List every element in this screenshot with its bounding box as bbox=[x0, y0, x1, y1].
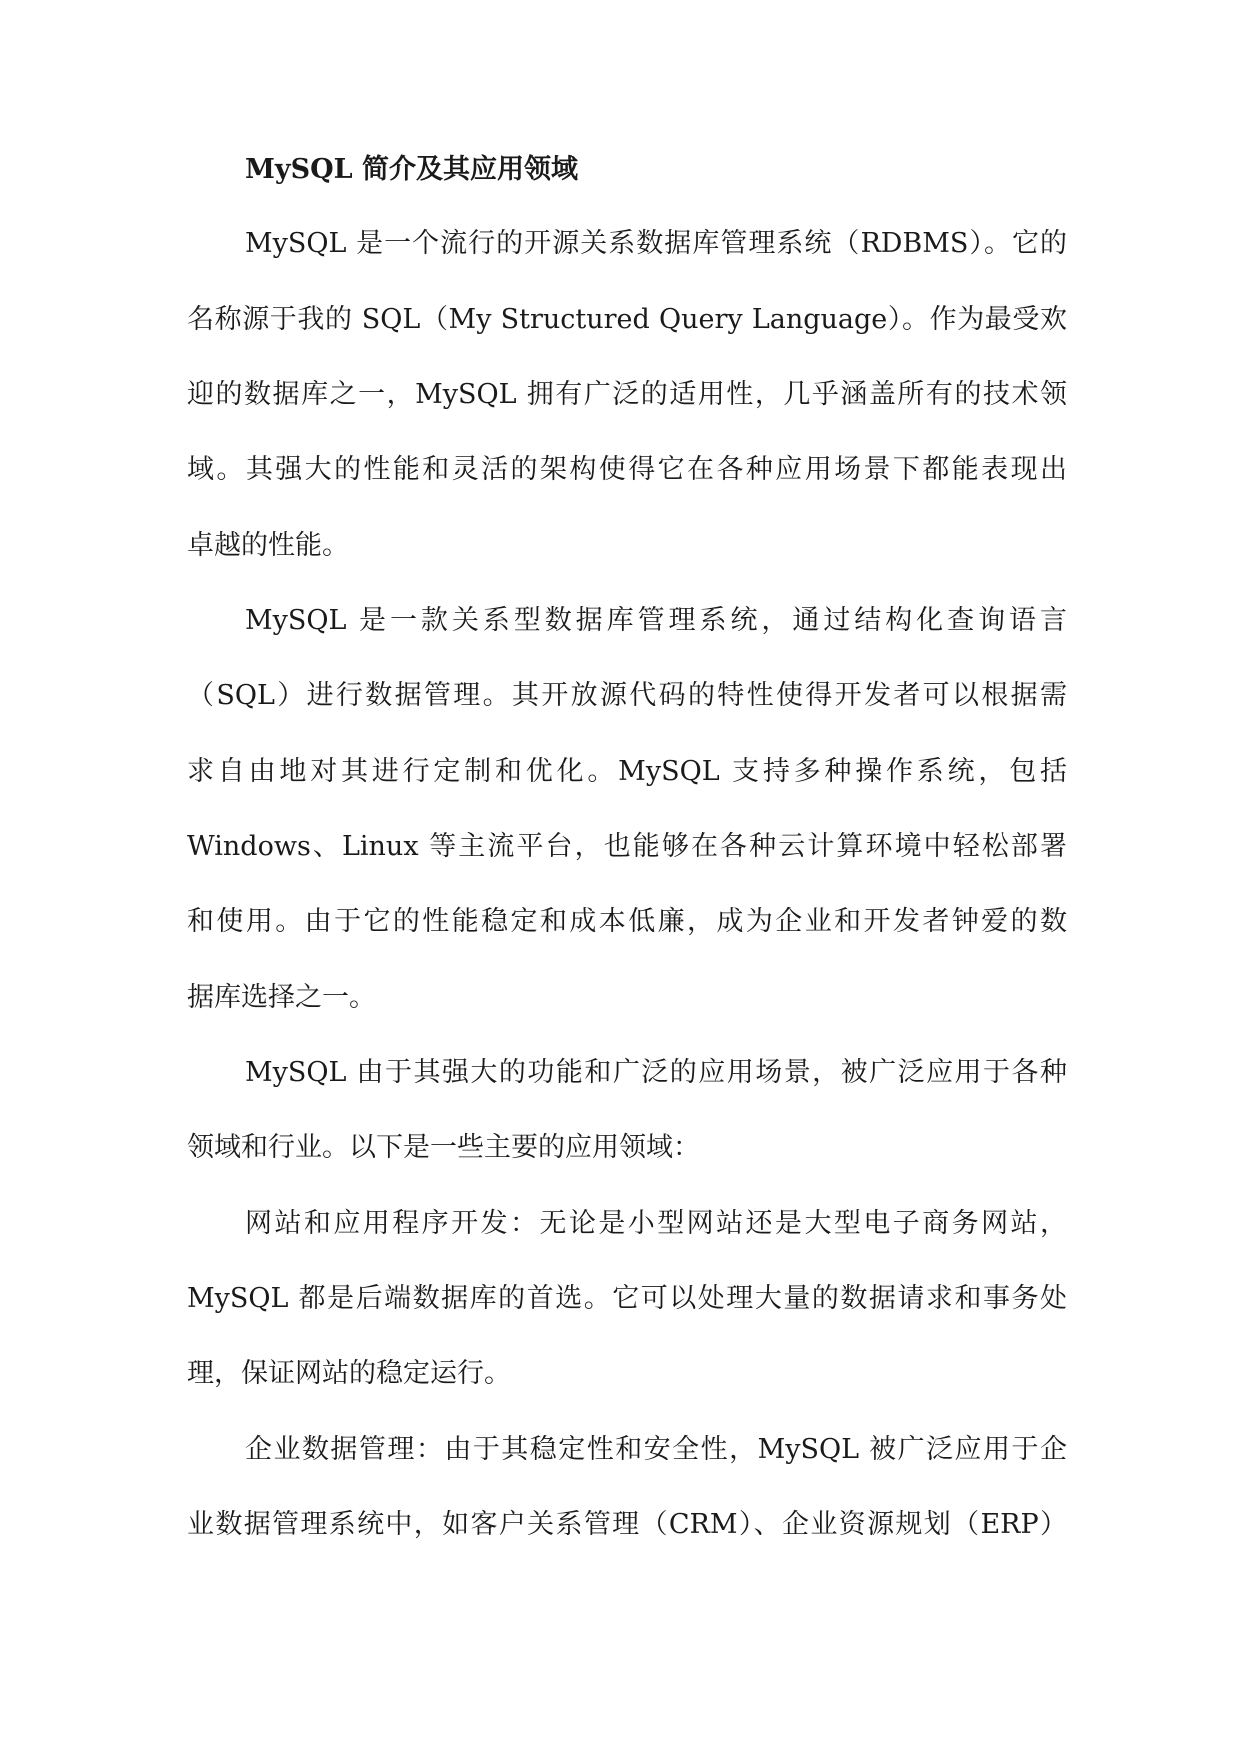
paragraph-line: 领域和行业。以下是一些主要的应用领域： bbox=[187, 1132, 700, 1163]
paragraph-line: 迎的数据库之一，MySQL 拥有广泛的适用性，几乎涵盖所有的技术领 bbox=[187, 379, 1067, 410]
paragraph-line: 域。其强大的性能和灵活的架构使得它在各种应用场景下都能表现出 bbox=[187, 454, 1067, 485]
paragraph-line: 企业数据管理：由于其稳定性和安全性，MySQL 被广泛应用于企 bbox=[245, 1434, 1067, 1465]
paragraph-line: 名称源于我的 SQL（My Structured Query Language）。作为最受欢 bbox=[187, 304, 1067, 335]
paragraph-line: 和使用。由于它的性能稳定和成本低廉，成为企业和开发者钟爱的数 bbox=[187, 906, 1067, 937]
paragraph-line: MySQL 由于其强大的功能和广泛的应用场景，被广泛应用于各种 bbox=[245, 1057, 1067, 1088]
paragraph-line: （SQL）进行数据管理。其开放源代码的特性使得开发者可以根据需 bbox=[187, 680, 1067, 711]
paragraph-line: 业数据管理系统中，如客户关系管理（CRM）、企业资源规划（ERP） bbox=[187, 1509, 1067, 1540]
paragraph-line: 理，保证网站的稳定运行。 bbox=[187, 1358, 511, 1389]
paragraph-line: 卓越的性能。 bbox=[187, 530, 349, 561]
paragraph-line: Windows、Linux 等主流平台，也能够在各种云计算环境中轻松部署 bbox=[187, 831, 1067, 862]
paragraph-line: MySQL 都是后端数据库的首选。它可以处理大量的数据请求和事务处 bbox=[187, 1283, 1067, 1314]
paragraph-line: MySQL 是一款关系型数据库管理系统，通过结构化查询语言 bbox=[245, 605, 1067, 636]
paragraph-line: 据库选择之一。 bbox=[187, 982, 376, 1013]
paragraph-line: 求自由地对其进行定制和优化。MySQL 支持多种操作系统，包括 bbox=[187, 756, 1067, 787]
paragraph-line: MySQL 是一个流行的开源关系数据库管理系统（RDBMS）。它的 bbox=[245, 228, 1067, 259]
document-title: MySQL 简介及其应用领域 bbox=[245, 154, 578, 185]
paragraph-line: 网站和应用程序开发：无论是小型网站还是大型电子商务网站， bbox=[245, 1208, 1067, 1239]
